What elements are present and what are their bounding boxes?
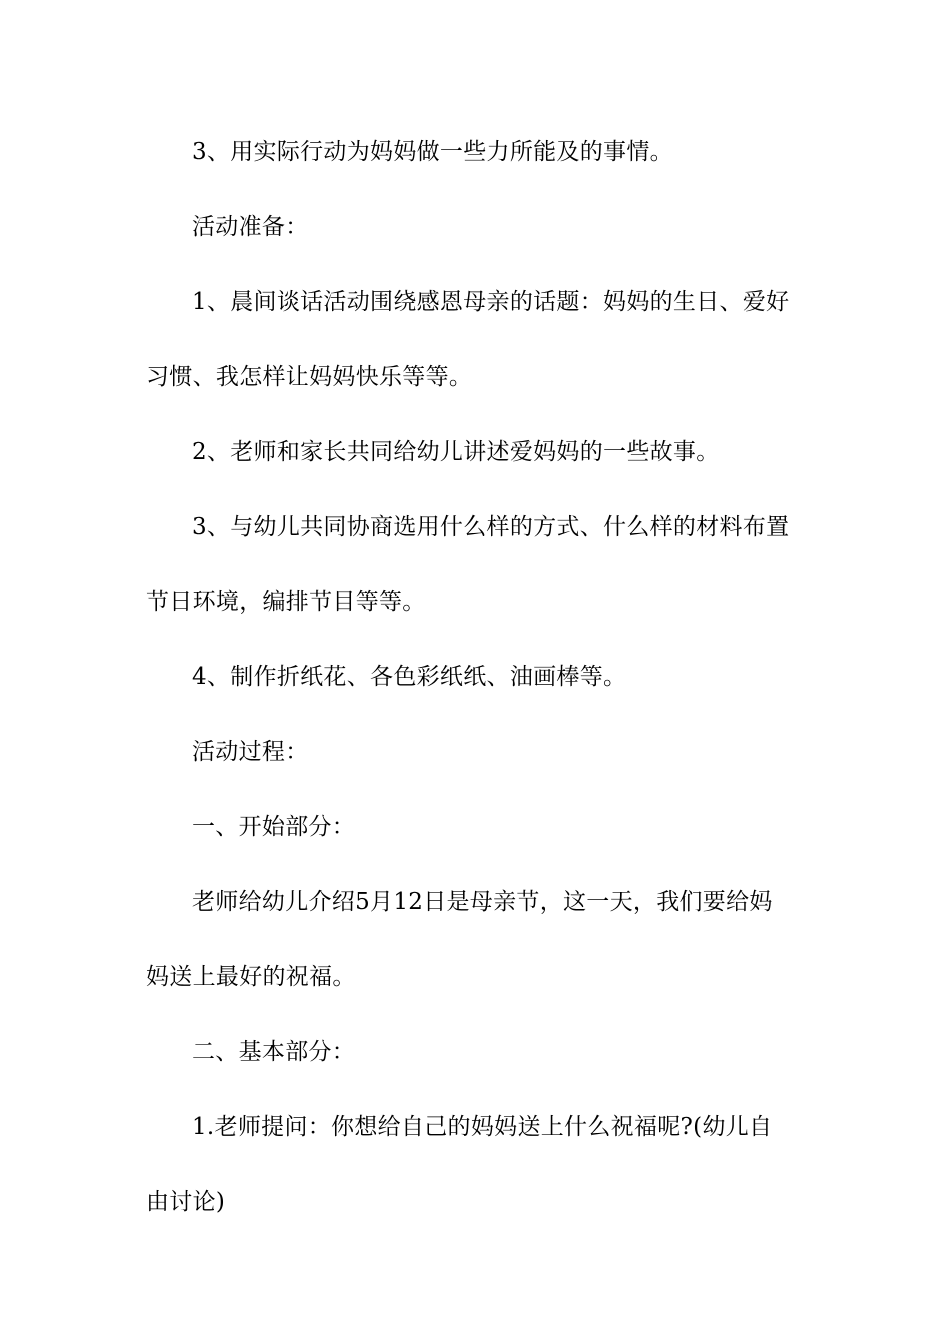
text-line-question: 1.老师提问：你想给自己的妈妈送上什么祝福呢?(幼儿自 bbox=[192, 1114, 773, 1140]
text-line-question-cont: 由讨论) bbox=[146, 1189, 226, 1215]
text-line-prep-2: 2、老师和家长共同给幼儿讲述爱妈妈的一些故事。 bbox=[192, 439, 720, 465]
text-line-intro: 老师给幼儿介绍5月12日是母亲节，这一天，我们要给妈 bbox=[192, 889, 773, 915]
text-line-goal-3: 3、用实际行动为妈妈做一些力所能及的事情。 bbox=[192, 139, 673, 165]
text-line-intro-cont: 妈送上最好的祝福。 bbox=[146, 964, 356, 990]
heading-basic-part: 二、基本部分： bbox=[192, 1039, 356, 1065]
heading-start-part: 一、开始部分： bbox=[192, 814, 356, 840]
heading-preparation: 活动准备： bbox=[192, 214, 309, 240]
text-line-prep-1-cont: 习惯、我怎样让妈妈快乐等等。 bbox=[146, 364, 473, 390]
text-line-prep-3-cont: 节日环境，编排节目等等。 bbox=[146, 589, 426, 615]
text-line-prep-1: 1、晨间谈话活动围绕感恩母亲的话题：妈妈的生日、爱好 bbox=[192, 289, 790, 315]
text-line-prep-4: 4、制作折纸花、各色彩纸纸、油画棒等。 bbox=[192, 664, 627, 690]
text-line-prep-3: 3、与幼儿共同协商选用什么样的方式、什么样的材料布置 bbox=[192, 514, 790, 540]
heading-process: 活动过程： bbox=[192, 739, 309, 765]
